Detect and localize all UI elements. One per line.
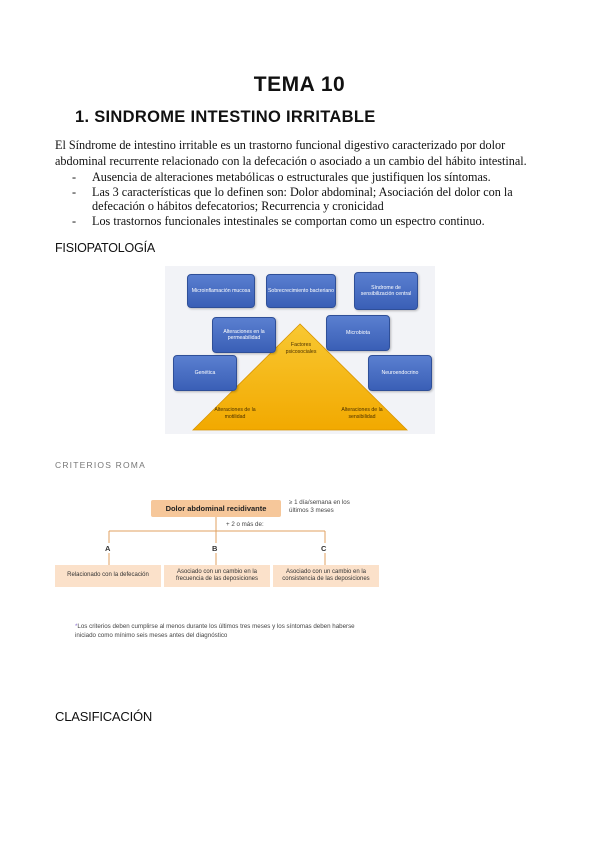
clasificacion-heading: CLASIFICACIÓN xyxy=(55,709,153,724)
footnote-mark: * xyxy=(75,623,78,630)
triangle-label-top: Factores psicosociales xyxy=(285,342,317,355)
roma-connectors xyxy=(55,517,385,567)
bullet-list xyxy=(72,170,552,228)
fisiopatologia-heading: FISIOPATOLOGÍA xyxy=(55,241,156,255)
option-letter-b: B xyxy=(212,544,218,553)
box-sobrecrecimiento: Sobrecrecimiento bacteriano xyxy=(266,274,336,308)
option-letter-a: A xyxy=(105,544,111,553)
box-neuroendocrino: Neuroendocrino xyxy=(368,355,432,391)
roma-two-or-more: + 2 o más de: xyxy=(226,521,264,528)
criterios-heading: CRITERIOS ROMA xyxy=(55,460,146,470)
option-box-b: Asociado con un cambio en la frecuencia de las deposiciones xyxy=(164,565,270,587)
page-title: TEMA 10 xyxy=(253,73,346,96)
intro-paragraph: El Síndrome de intestino irritable es un trastorno funcional digestivo caracterizado por dolor abdominal recurrente relacionado con la defecación o asociado a un cambio del hábito intestinal. xyxy=(55,138,527,168)
box-microbiota: Microbiota xyxy=(326,315,390,351)
triangle-label-left: Alteraciones de la motilidad xyxy=(214,407,256,420)
section-heading: 1. SINDROME INTESTINO IRRITABLE xyxy=(75,108,376,126)
footnote-text: Los criterios deben cumplirse al menos durante los últimos tres meses y los síntomas deben haberse iniciado como mínimo seis meses antes del diagnóstico xyxy=(75,623,355,639)
list-item: - Los trastornos funcionales intestinales se comportan como un espectro continuo. xyxy=(72,214,552,229)
box-sensibilizacion: Síndrome de sensibilización central xyxy=(354,272,418,310)
option-box-a: Relacionado con la defecación xyxy=(55,565,161,587)
option-box-c: Asociado con un cambio en la consistencia de las deposiciones xyxy=(273,565,379,587)
fisiopatologia-diagram xyxy=(165,266,435,434)
list-item: - Ausencia de alteraciones metabólicas o estructurales que justifiquen los síntomas. xyxy=(72,170,552,185)
box-permeabilidad: Alteraciones en la permeabilidad xyxy=(212,317,276,353)
roma-footnote xyxy=(75,623,375,640)
triangle-label-right: Alteraciones de la sensibilidad xyxy=(341,407,383,420)
option-letter-c: C xyxy=(321,544,327,553)
box-microinflamacion: Microinflamación mucosa xyxy=(187,274,255,308)
list-item: - Las 3 características que lo definen son: Dolor abdominal; Asociación del dolor con la defecación o hábitos defecatorios; Recurrencia y cronicidad xyxy=(72,185,552,214)
box-genetica: Genética xyxy=(173,355,237,391)
roma-side-note: ≥ 1 día/semana en los últimos 3 meses xyxy=(289,499,350,514)
roma-main-criterion: Dolor abdominal recidivante xyxy=(151,500,281,517)
